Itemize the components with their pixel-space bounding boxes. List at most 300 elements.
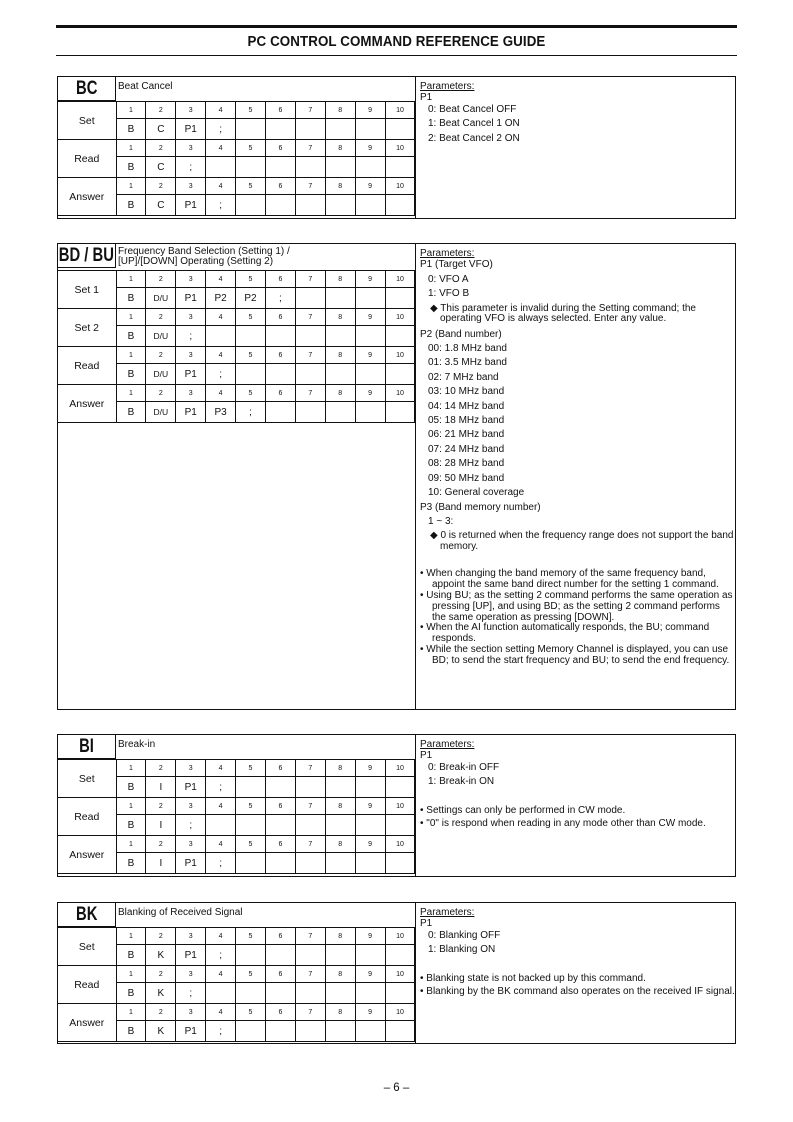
usage-note: • When the AI function automatically responds, the BU; command responds. bbox=[420, 622, 710, 645]
digit-position: 6 bbox=[265, 347, 295, 364]
command-block-bk bbox=[57, 902, 736, 1044]
format-cell bbox=[355, 364, 385, 385]
digit-position: 2 bbox=[146, 271, 176, 288]
command-description: Blanking of Received Signal bbox=[118, 907, 243, 918]
digit-position: 9 bbox=[355, 385, 385, 402]
digit-position: 2 bbox=[146, 760, 176, 777]
digit-position: 2 bbox=[146, 347, 176, 364]
parameters-panel bbox=[420, 738, 735, 830]
format-cell: I bbox=[146, 853, 176, 874]
digit-position: 2 bbox=[146, 1004, 176, 1021]
digit-position: 3 bbox=[176, 385, 206, 402]
row-label: Read bbox=[58, 798, 116, 836]
digit-position: 5 bbox=[236, 385, 266, 402]
param-option: 0: Blanking OFF bbox=[428, 929, 501, 941]
digit-position-row bbox=[58, 966, 415, 983]
format-cell bbox=[265, 815, 295, 836]
format-cell: D/U bbox=[146, 402, 176, 423]
digit-position: 8 bbox=[325, 347, 355, 364]
format-cell: P1 bbox=[176, 777, 206, 798]
row-label: Set 2 bbox=[58, 309, 116, 347]
digit-position: 2 bbox=[146, 928, 176, 945]
digit-position: 5 bbox=[236, 798, 266, 815]
row-label: Set bbox=[58, 760, 116, 798]
digit-position-row bbox=[58, 140, 415, 157]
command-code: BD / BU bbox=[58, 244, 116, 268]
digit-position: 10 bbox=[385, 385, 415, 402]
usage-note: • "0" is respond when reading in any mode other than CW mode. bbox=[420, 817, 706, 829]
digit-position: 2 bbox=[146, 966, 176, 983]
format-cell bbox=[385, 815, 415, 836]
digit-position: 9 bbox=[355, 271, 385, 288]
format-cell: P1 bbox=[176, 119, 206, 140]
digit-position: 10 bbox=[385, 309, 415, 326]
usage-note: • When changing the band memory of the same frequency band, appoint the same band direct number for the setting 1 command. bbox=[420, 568, 719, 591]
parameters-heading: Parameters: bbox=[420, 907, 475, 918]
format-cell bbox=[325, 777, 355, 798]
row-label: Answer bbox=[58, 1004, 116, 1042]
digit-position: 7 bbox=[295, 760, 325, 777]
parameters-panel bbox=[420, 80, 735, 146]
digit-position: 8 bbox=[325, 928, 355, 945]
param-p1-label: P1 bbox=[420, 918, 433, 930]
row-label: Set 1 bbox=[58, 271, 116, 309]
format-cell bbox=[265, 777, 295, 798]
digit-position: 1 bbox=[116, 836, 146, 853]
format-cell: P2 bbox=[236, 288, 266, 309]
digit-position-row bbox=[58, 178, 415, 195]
format-cell bbox=[385, 364, 415, 385]
digit-position: 4 bbox=[206, 966, 236, 983]
digit-position: 4 bbox=[206, 385, 236, 402]
format-cell bbox=[355, 945, 385, 966]
param-option: 09: 50 MHz band bbox=[428, 472, 505, 484]
format-cell: ; bbox=[206, 1021, 236, 1042]
format-cell bbox=[295, 195, 325, 216]
digit-position: 5 bbox=[236, 102, 266, 119]
title-rule bbox=[56, 55, 737, 56]
format-cell bbox=[265, 402, 295, 423]
format-cell bbox=[355, 1021, 385, 1042]
spacer bbox=[420, 958, 735, 972]
command-block-bd-bu bbox=[57, 243, 736, 710]
digit-position: 2 bbox=[146, 102, 176, 119]
command-description: Beat Cancel bbox=[118, 81, 173, 92]
row-label: Answer bbox=[58, 385, 116, 423]
digit-position: 3 bbox=[176, 102, 206, 119]
format-cell bbox=[385, 1021, 415, 1042]
format-cell: I bbox=[146, 815, 176, 836]
format-cell: B bbox=[116, 983, 146, 1004]
format-cell bbox=[355, 119, 385, 140]
format-cell: ; bbox=[176, 326, 206, 347]
description-line: [UP]/[DOWN] Operating (Setting 2) bbox=[118, 255, 274, 267]
usage-note: • Settings can only be performed in CW mode. bbox=[420, 804, 626, 816]
digit-position: 1 bbox=[116, 102, 146, 119]
digit-position: 9 bbox=[355, 1004, 385, 1021]
digit-position: 6 bbox=[265, 309, 295, 326]
format-cell bbox=[325, 157, 355, 178]
param-note: ◆ This parameter is invalid during the Setting command; the operating VFO is always selected. Enter any value. bbox=[430, 302, 696, 325]
format-cell: B bbox=[116, 119, 146, 140]
format-cell: K bbox=[146, 945, 176, 966]
digit-position: 5 bbox=[236, 966, 266, 983]
digit-position: 7 bbox=[295, 102, 325, 119]
format-cell: P1 bbox=[176, 945, 206, 966]
digit-position-row bbox=[58, 798, 415, 815]
digit-position: 10 bbox=[385, 928, 415, 945]
digit-position: 4 bbox=[206, 102, 236, 119]
digit-position: 8 bbox=[325, 309, 355, 326]
format-cell: D/U bbox=[146, 364, 176, 385]
digit-position: 7 bbox=[295, 271, 325, 288]
row-label: Read bbox=[58, 347, 116, 385]
format-cell: C bbox=[146, 119, 176, 140]
param-option: 05: 18 MHz band bbox=[428, 415, 505, 427]
row-label: Set bbox=[58, 102, 116, 140]
digit-position-row bbox=[58, 347, 415, 364]
digit-position: 10 bbox=[385, 760, 415, 777]
digit-position: 10 bbox=[385, 798, 415, 815]
format-cell bbox=[236, 1021, 266, 1042]
digit-position: 7 bbox=[295, 928, 325, 945]
format-cell bbox=[325, 326, 355, 347]
digit-position: 4 bbox=[206, 836, 236, 853]
row-label: Read bbox=[58, 140, 116, 178]
usage-note: • Blanking by the BK command also operates on the received IF signal. bbox=[420, 985, 735, 997]
parameters-heading: Parameters: bbox=[420, 81, 475, 92]
format-cell: P3 bbox=[206, 402, 236, 423]
format-cell bbox=[325, 288, 355, 309]
format-cell: D/U bbox=[146, 326, 176, 347]
param-option: 07: 24 MHz band bbox=[428, 443, 505, 455]
format-cell bbox=[355, 195, 385, 216]
format-cell bbox=[385, 853, 415, 874]
param-p1-label: P1 (Target VFO) bbox=[420, 259, 493, 271]
format-cell: B bbox=[116, 815, 146, 836]
format-cell: P1 bbox=[176, 288, 206, 309]
param-option: 2: Beat Cancel 2 ON bbox=[428, 132, 520, 144]
digit-position: 1 bbox=[116, 966, 146, 983]
digit-position: 4 bbox=[206, 347, 236, 364]
format-cell bbox=[295, 288, 325, 309]
row-label: Set bbox=[58, 928, 116, 966]
digit-position: 6 bbox=[265, 1004, 295, 1021]
digit-position: 6 bbox=[265, 928, 295, 945]
digit-position: 8 bbox=[325, 178, 355, 195]
format-cell bbox=[295, 119, 325, 140]
format-cell bbox=[295, 945, 325, 966]
format-cell bbox=[265, 1021, 295, 1042]
format-cell bbox=[265, 157, 295, 178]
format-cell bbox=[236, 119, 266, 140]
format-cell bbox=[295, 326, 325, 347]
format-cell bbox=[355, 326, 385, 347]
parameters-heading: Parameters: bbox=[420, 248, 475, 259]
format-cell: ; bbox=[206, 853, 236, 874]
format-cell bbox=[385, 288, 415, 309]
digit-position: 5 bbox=[236, 836, 266, 853]
format-cell bbox=[295, 983, 325, 1004]
format-cell bbox=[295, 157, 325, 178]
format-cell bbox=[236, 853, 266, 874]
digit-position: 6 bbox=[265, 966, 295, 983]
format-cell bbox=[236, 983, 266, 1004]
digit-position: 3 bbox=[176, 760, 206, 777]
format-cell: I bbox=[146, 777, 176, 798]
digit-position: 1 bbox=[116, 928, 146, 945]
format-cell: P1 bbox=[176, 364, 206, 385]
format-cell: B bbox=[116, 853, 146, 874]
format-cell: ; bbox=[236, 402, 266, 423]
digit-position: 7 bbox=[295, 140, 325, 157]
digit-position: 5 bbox=[236, 140, 266, 157]
digit-position: 2 bbox=[146, 385, 176, 402]
digit-position: 3 bbox=[176, 928, 206, 945]
format-cell bbox=[385, 157, 415, 178]
format-cell: D/U bbox=[146, 288, 176, 309]
digit-position: 3 bbox=[176, 271, 206, 288]
format-cell bbox=[325, 1021, 355, 1042]
digit-position: 1 bbox=[116, 1004, 146, 1021]
digit-position: 5 bbox=[236, 178, 266, 195]
format-cell bbox=[236, 945, 266, 966]
format-cell bbox=[385, 945, 415, 966]
param-p2-label: P2 (Band number) bbox=[420, 328, 502, 340]
digit-position: 3 bbox=[176, 798, 206, 815]
digit-position: 6 bbox=[265, 271, 295, 288]
digit-position: 9 bbox=[355, 347, 385, 364]
format-cell bbox=[385, 983, 415, 1004]
format-cell: B bbox=[116, 288, 146, 309]
digit-position: 7 bbox=[295, 385, 325, 402]
format-cell: P1 bbox=[176, 853, 206, 874]
digit-position: 8 bbox=[325, 102, 355, 119]
format-cell bbox=[385, 326, 415, 347]
param-option: 1: Blanking ON bbox=[428, 944, 496, 956]
format-cell bbox=[325, 815, 355, 836]
param-option: 0: Beat Cancel OFF bbox=[428, 103, 517, 115]
format-cell bbox=[355, 777, 385, 798]
format-cell: P1 bbox=[176, 402, 206, 423]
format-cell bbox=[355, 853, 385, 874]
digit-position: 5 bbox=[236, 1004, 266, 1021]
format-cell bbox=[236, 777, 266, 798]
digit-position: 8 bbox=[325, 836, 355, 853]
digit-position: 4 bbox=[206, 798, 236, 815]
digit-position: 9 bbox=[355, 798, 385, 815]
param-option: 01: 3.5 MHz band bbox=[428, 357, 507, 369]
format-cell bbox=[385, 777, 415, 798]
param-option: 04: 14 MHz band bbox=[428, 400, 505, 412]
param-option: 1: Beat Cancel 1 ON bbox=[428, 118, 520, 130]
digit-position: 6 bbox=[265, 385, 295, 402]
format-cell bbox=[295, 815, 325, 836]
digit-position-row bbox=[58, 760, 415, 777]
digit-position: 1 bbox=[116, 271, 146, 288]
format-cell bbox=[325, 945, 355, 966]
digit-position: 4 bbox=[206, 309, 236, 326]
command-block-bi bbox=[57, 734, 736, 877]
format-cell bbox=[265, 326, 295, 347]
param-option: 1: Break-in ON bbox=[428, 776, 495, 788]
format-cell: ; bbox=[176, 157, 206, 178]
param-p1-label: P1 bbox=[420, 750, 433, 762]
format-cell bbox=[355, 402, 385, 423]
digit-position: 8 bbox=[325, 1004, 355, 1021]
format-cell: B bbox=[116, 1021, 146, 1042]
param-option: 02: 7 MHz band bbox=[428, 371, 499, 383]
format-cell bbox=[325, 364, 355, 385]
format-cell: P1 bbox=[176, 1021, 206, 1042]
format-cell: B bbox=[116, 364, 146, 385]
digit-position-row bbox=[58, 1004, 415, 1021]
command-block-bc bbox=[57, 76, 736, 219]
digit-position: 9 bbox=[355, 140, 385, 157]
digit-position-row bbox=[58, 271, 415, 288]
digit-position: 8 bbox=[325, 385, 355, 402]
top-rule bbox=[56, 25, 737, 28]
page-number: – 6 – bbox=[383, 1082, 410, 1094]
param-p3-label: P3 (Band memory number) bbox=[420, 501, 541, 513]
digit-position: 3 bbox=[176, 966, 206, 983]
format-cell: P1 bbox=[176, 195, 206, 216]
format-cell: P2 bbox=[206, 288, 236, 309]
format-cell bbox=[385, 402, 415, 423]
digit-position: 8 bbox=[325, 140, 355, 157]
format-cell bbox=[206, 157, 236, 178]
description-line: Frequency Band Selection (Setting 1) / bbox=[118, 246, 290, 257]
digit-position: 5 bbox=[236, 271, 266, 288]
param-option: 0: VFO A bbox=[428, 273, 469, 285]
digit-position: 3 bbox=[176, 309, 206, 326]
digit-position-row bbox=[58, 928, 415, 945]
format-cell: ; bbox=[265, 288, 295, 309]
row-label: Answer bbox=[58, 178, 116, 216]
command-code: BC bbox=[58, 77, 116, 101]
digit-position: 10 bbox=[385, 178, 415, 195]
digit-position: 10 bbox=[385, 1004, 415, 1021]
usage-note: • Blanking state is not backed up by this command. bbox=[420, 972, 646, 984]
format-cell bbox=[265, 945, 295, 966]
format-cell bbox=[236, 364, 266, 385]
digit-position: 3 bbox=[176, 1004, 206, 1021]
digit-position: 8 bbox=[325, 966, 355, 983]
format-cell: ; bbox=[176, 815, 206, 836]
format-cell bbox=[206, 983, 236, 1004]
digit-position: 5 bbox=[236, 760, 266, 777]
digit-position: 8 bbox=[325, 798, 355, 815]
digit-position: 9 bbox=[355, 309, 385, 326]
format-cell bbox=[385, 195, 415, 216]
format-cell bbox=[325, 195, 355, 216]
format-cell: ; bbox=[206, 364, 236, 385]
digit-position: 9 bbox=[355, 928, 385, 945]
param-option: 1 ~ 3: bbox=[428, 515, 454, 527]
param-note: ◆ 0 is returned when the frequency range does not support the band memory. bbox=[430, 530, 734, 552]
digit-position: 1 bbox=[116, 309, 146, 326]
format-cell: B bbox=[116, 945, 146, 966]
digit-position: 2 bbox=[146, 798, 176, 815]
format-cell: B bbox=[116, 157, 146, 178]
format-cell bbox=[295, 364, 325, 385]
digit-position: 9 bbox=[355, 178, 385, 195]
param-option: 10: General coverage bbox=[428, 487, 525, 499]
format-cell bbox=[355, 983, 385, 1004]
digit-position: 3 bbox=[176, 836, 206, 853]
digit-position: 3 bbox=[176, 347, 206, 364]
param-option: 00: 1.8 MHz band bbox=[428, 343, 507, 355]
format-cell: K bbox=[146, 983, 176, 1004]
format-cell bbox=[325, 983, 355, 1004]
format-cell: B bbox=[116, 195, 146, 216]
command-description bbox=[118, 247, 290, 266]
digit-position: 6 bbox=[265, 140, 295, 157]
digit-position: 8 bbox=[325, 271, 355, 288]
command-code: BK bbox=[58, 903, 116, 927]
format-cell bbox=[265, 119, 295, 140]
command-description: Break-in bbox=[118, 739, 156, 750]
param-option: 06: 21 MHz band bbox=[428, 429, 505, 441]
format-cell bbox=[236, 326, 266, 347]
digit-position: 5 bbox=[236, 309, 266, 326]
usage-note: • Using BU; as the setting 2 command performs the same operation as pressing [UP], and using BD; as the setting 2 command performs the same operation as pressing [DOWN]. bbox=[420, 589, 733, 623]
digit-position: 6 bbox=[265, 178, 295, 195]
digit-position: 2 bbox=[146, 178, 176, 195]
format-cell bbox=[206, 815, 236, 836]
param-option: 1: VFO B bbox=[428, 288, 470, 300]
format-cell bbox=[385, 119, 415, 140]
format-cell bbox=[265, 983, 295, 1004]
param-p1-label: P1 bbox=[420, 92, 433, 104]
format-cell bbox=[355, 815, 385, 836]
digit-position-row bbox=[58, 309, 415, 326]
format-cell: ; bbox=[206, 119, 236, 140]
row-label: Answer bbox=[58, 836, 116, 874]
format-cell bbox=[295, 1021, 325, 1042]
format-cell: B bbox=[116, 326, 146, 347]
digit-position: 2 bbox=[146, 140, 176, 157]
format-cell: ; bbox=[206, 777, 236, 798]
digit-position: 10 bbox=[385, 347, 415, 364]
format-cell: C bbox=[146, 157, 176, 178]
digit-position: 1 bbox=[116, 178, 146, 195]
spacer bbox=[420, 555, 735, 569]
parameters-panel bbox=[420, 906, 735, 998]
format-cell bbox=[236, 157, 266, 178]
digit-position: 7 bbox=[295, 798, 325, 815]
digit-position: 7 bbox=[295, 347, 325, 364]
parameters-heading: Parameters: bbox=[420, 739, 475, 750]
digit-position: 10 bbox=[385, 966, 415, 983]
digit-position: 4 bbox=[206, 271, 236, 288]
format-cell: ; bbox=[206, 945, 236, 966]
digit-position: 1 bbox=[116, 347, 146, 364]
digit-position: 4 bbox=[206, 760, 236, 777]
command-code: BI bbox=[58, 735, 116, 759]
digit-position: 7 bbox=[295, 836, 325, 853]
digit-position: 10 bbox=[385, 271, 415, 288]
parameters-panel bbox=[420, 247, 735, 666]
format-cell: C bbox=[146, 195, 176, 216]
digit-position: 1 bbox=[116, 760, 146, 777]
digit-position: 2 bbox=[146, 836, 176, 853]
usage-note: • While the section setting Memory Channel is displayed, you can use BD; to send the start frequency and BU; to send the end frequency. bbox=[420, 643, 730, 666]
digit-position: 3 bbox=[176, 140, 206, 157]
format-cell bbox=[325, 119, 355, 140]
digit-position: 6 bbox=[265, 102, 295, 119]
digit-position: 4 bbox=[206, 1004, 236, 1021]
